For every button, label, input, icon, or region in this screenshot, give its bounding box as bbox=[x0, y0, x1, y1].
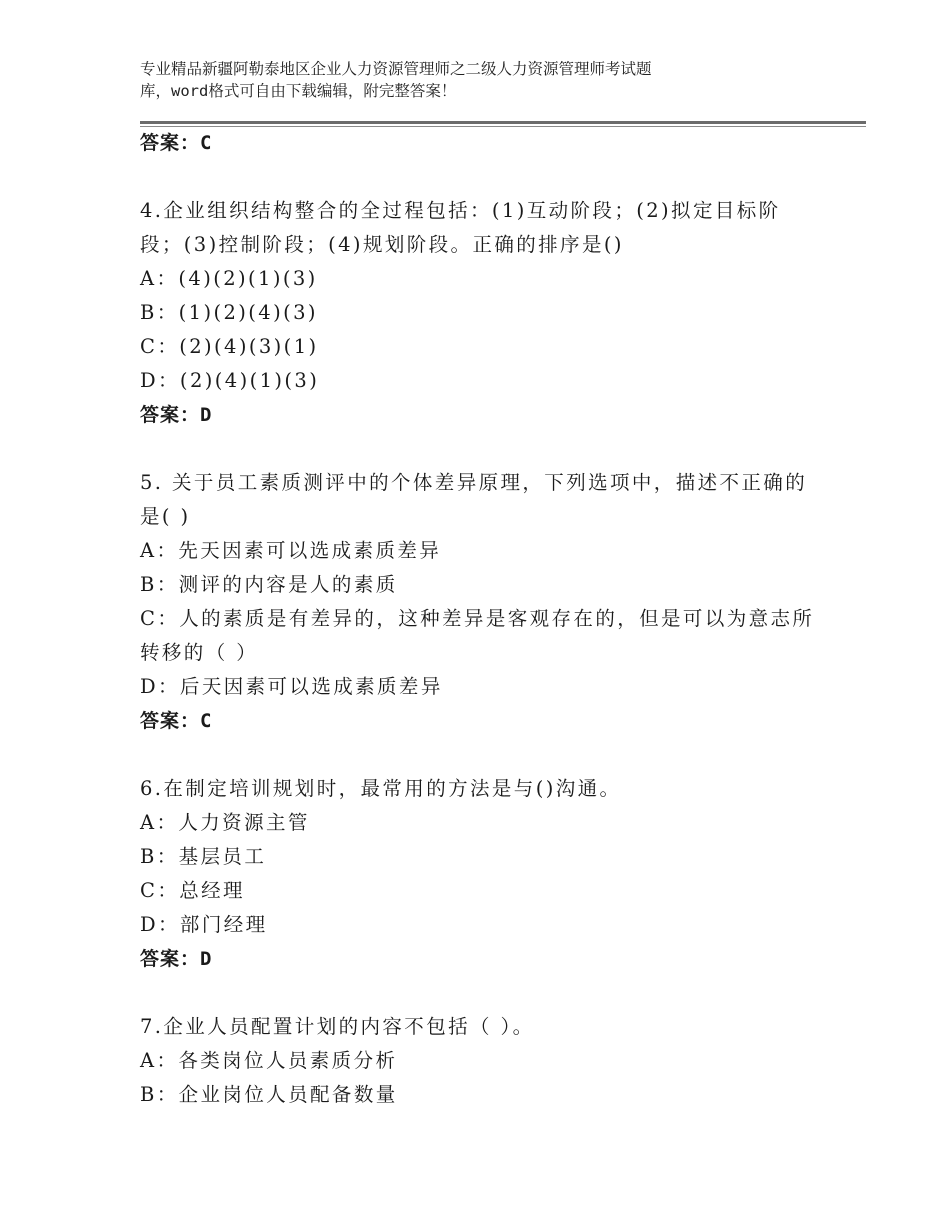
page-header bbox=[140, 58, 800, 102]
option-a: A：先天因素可以选成素质差异 bbox=[140, 539, 442, 562]
answer: 答案：D bbox=[140, 948, 213, 970]
option-c-continued: 转移的（ ） bbox=[140, 641, 259, 664]
option-c: C：人的素质是有差异的，这种差异是客观存在的，但是可以为意志所 bbox=[140, 607, 815, 630]
option-c: C：总经理 bbox=[140, 879, 245, 902]
question-stem: 4.企业组织结构整合的全过程包括：(1)互动阶段；(2)拟定目标阶 bbox=[140, 199, 781, 222]
question-stem: 7.企业人员配置计划的内容不包括（ ）。 bbox=[140, 1015, 535, 1038]
question-4 bbox=[140, 194, 820, 432]
option-b: B：企业岗位人员配备数量 bbox=[140, 1083, 398, 1106]
answer: 答案：C bbox=[140, 710, 213, 732]
option-a: A：人力资源主管 bbox=[140, 811, 310, 834]
option-b: B：(1)(2)(4)(3) bbox=[140, 301, 318, 324]
option-d: D：后天因素可以选成素质差异 bbox=[140, 675, 443, 698]
header-line-2: 库，word格式可自由下载编辑，附完整答案！ bbox=[140, 82, 457, 100]
option-c: C：(2)(4)(3)(1) bbox=[140, 335, 319, 358]
question-stem: 6.在制定培训规划时，最常用的方法是与()沟通。 bbox=[140, 777, 622, 800]
answer: 答案：D bbox=[140, 404, 213, 426]
question-stem: 5. 关于员工素质测评中的个体差异原理，下列选项中，描述不正确的 bbox=[140, 471, 808, 494]
header-line-1: 专业精品新疆阿勒泰地区企业人力资源管理师之二级人力资源管理师考试题 bbox=[140, 60, 652, 78]
option-b: B：测评的内容是人的素质 bbox=[140, 573, 398, 596]
content bbox=[140, 126, 820, 1112]
option-d: D：(2)(4)(1)(3) bbox=[140, 369, 320, 392]
question-stem: 是( ) bbox=[140, 505, 191, 528]
question-6 bbox=[140, 772, 820, 976]
spacer bbox=[140, 976, 820, 1010]
option-d: D：部门经理 bbox=[140, 913, 268, 936]
answer-previous: 答案：C bbox=[140, 132, 213, 154]
option-a: A：各类岗位人员素质分析 bbox=[140, 1049, 398, 1072]
header-rule-thick bbox=[140, 121, 866, 124]
spacer bbox=[140, 738, 820, 772]
question-7 bbox=[140, 1010, 820, 1112]
option-b: B：基层员工 bbox=[140, 845, 267, 868]
question-5 bbox=[140, 466, 820, 738]
option-a: A：(4)(2)(1)(3) bbox=[140, 267, 318, 290]
spacer bbox=[140, 432, 820, 466]
question-stem: 段；(3)控制阶段；(4)规划阶段。正确的排序是() bbox=[140, 233, 624, 256]
spacer bbox=[140, 160, 820, 194]
